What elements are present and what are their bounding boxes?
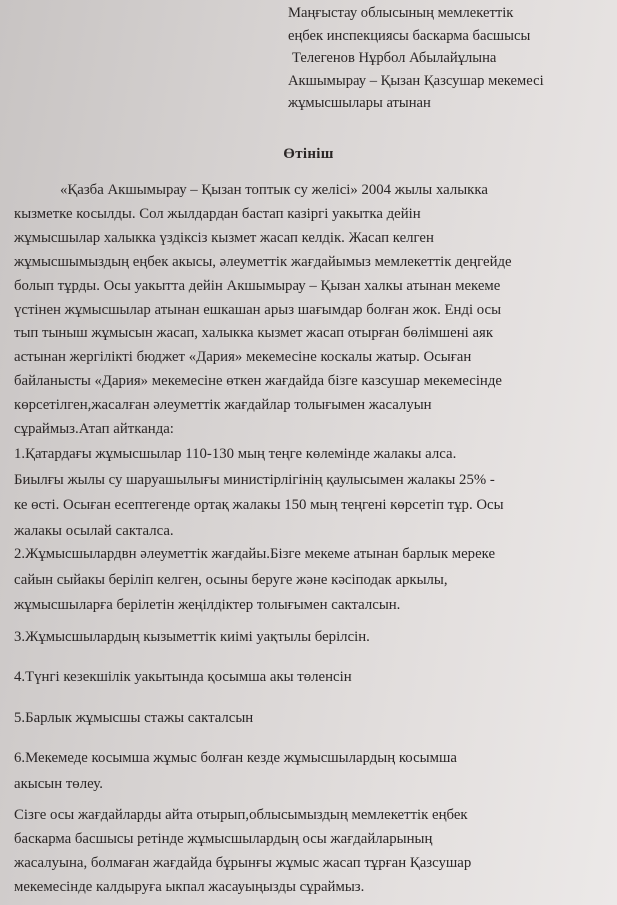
text-line: астынан жергілікті бюджет «Дария» мекемесіне коскалы жатыр. Осыған [14,349,472,366]
list-item-1 [14,442,612,544]
text-line: Биылғы жылы су шаруашылығы министірлігінің қаулысымен жалакы 25% - [14,471,495,488]
addressee-line: жұмысшылары атынан [288,95,431,112]
text-line: болып тұрды. Осы уакытта дейін Акшымырау – Қызан халкы атынан мекеме [14,277,501,294]
text-line: жалакы осылай сакталса. [14,522,174,539]
text-line: 2.Жұмысшылардвн әлеуметтік жағдайы.Бізге мекеме атынан барлык мереке [14,546,496,562]
text-line: сұраймыз.Атап айтканда: [14,421,174,438]
text-line: тып тыныш жұмысын жасап, халыкка кызмет жасап отырған бөлімшені аяк [14,325,494,342]
list-item-2 [14,542,612,619]
document-title: Өтініш [283,146,334,162]
text-line: Сізге осы жағдайларды айта отырып,облысымыздың мемлекеттік еңбек [14,807,468,823]
text-line: «Қазба Акшымырау – Қызан топтык су желісі» 2004 жылы халыкка [60,182,488,198]
addressee-line: Телегенов Нұрбол Абылайұлына [292,50,497,67]
list-item-6 [14,746,612,797]
text-line: 5.Барлык жұмысшы стажы сакталсын [14,710,254,726]
text-line: байланысты «Дария» мекемесіне өткен жағдайда бізге казсушар мекемесінде [14,373,502,390]
text-line: мекемесінде калдыруға ыкпал жасауыңызды сұраймыз. [14,878,365,895]
text-line: 6.Мекемеде косымша жұмыс болған кезде жұмысшылардың косымша [14,750,457,766]
closing-paragraph [14,804,612,900]
intro-paragraph [14,179,612,442]
list-item-3 [14,625,612,651]
addressee-line: Маңғыстау облысының мемлекеттік [288,5,514,21]
text-line: кызметке косылды. Сол жылдардан бастап казіргі уакытка дейін [14,205,421,222]
text-line: үстінен жұмысшылар атынан ешкашан арыз шағымдар болған жок. Енді осы [14,301,502,318]
text-line: көрсетілген,жасалған әлеуметтік жағдайлар толығымен жасалуын [14,397,432,414]
text-line: жұмысшымыздың еңбек акысы, әлеуметтік жағдайымыз мемлекеттік деңгейде [14,253,512,270]
list-item-4 [14,665,612,691]
text-line: ке өсті. Осыған есептегенде ортақ жалакы 150 мың теңгені көрсетіп тұр. Осы [14,497,504,513]
list-item-5 [14,706,612,732]
text-line: 3.Жұмысшылардың кызыметтік киімі уақтылы берілсін. [14,629,370,645]
addressee-line: Акшымырау – Қызан Қазсушар мекемесі [288,72,544,89]
text-line: жасалуына, болмаған жағдайда бұрынғы жұмыс жасап тұрған Қазсушар [14,854,472,871]
text-line: 4.Түнгі кезекшілік уакытында қосымша акы төленсін [14,669,352,685]
text-line: сайын сыйакы беріліп келген, осыны беруге және кәсіподак аркылы, [14,571,448,588]
text-line: 1.Қатардағы жұмысшылар 110-130 мың теңге көлемінде жалакы алса. [14,446,457,462]
text-line: баскарма басшысы ретінде жұмысшылардың осы жағдайларының [14,830,433,847]
text-line: жұмысшыларға берілетін жеңілдіктер толығымен сакталсын. [14,597,401,613]
text-line: жұмысшылар халыкка үздіксіз кызмет жасап келдік. Жасап келген [14,229,434,246]
text-line: акысын төлеу. [14,775,103,792]
addressee-block [288,2,608,115]
addressee-line: еңбек инспекциясы баскарма басшысы [288,27,531,44]
